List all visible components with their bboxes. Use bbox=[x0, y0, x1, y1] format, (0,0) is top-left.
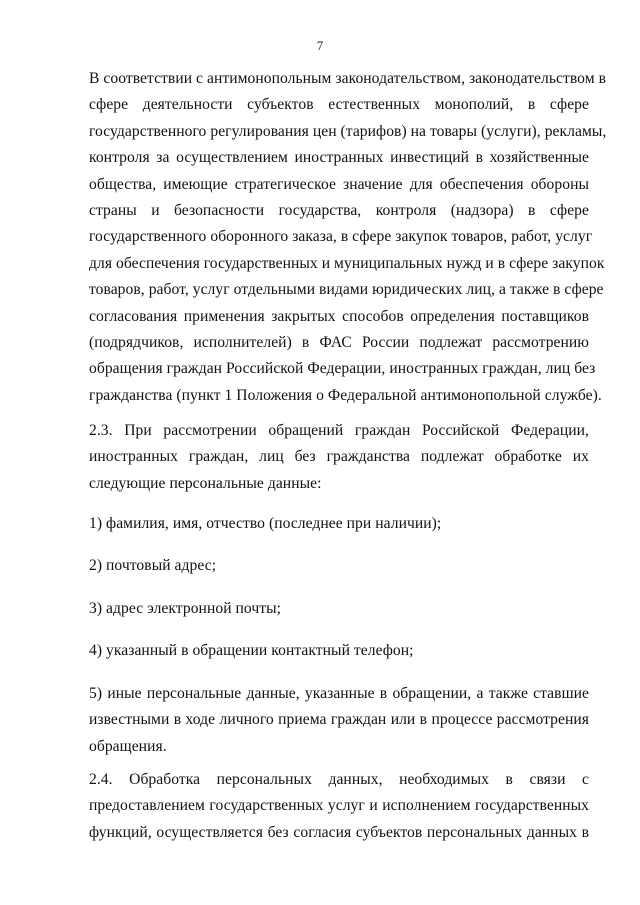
text-line: (подрядчиков, исполнителей) в ФАС России подлежат рассмотрению bbox=[89, 334, 589, 352]
text-line: общества, имеющие стратегическое значение для обеспечения обороны bbox=[89, 175, 589, 193]
text-line: функций, осуществляется без согласия субъектов персональных данных в bbox=[89, 823, 589, 841]
text-line: товаров, работ, услуг отдельными видами юридических лиц, а также в сфере bbox=[89, 281, 604, 299]
text-line: следующие персональные данные: bbox=[89, 474, 322, 492]
text-line: обращения. bbox=[89, 737, 167, 755]
text-line: государственного регулирования цен (тарифов) на товары (услуги), рекламы, bbox=[89, 122, 607, 140]
list-item: 1) фамилия, имя, отчество (последнее при наличии); bbox=[89, 515, 442, 532]
text-line: страны и безопасности государства, контроля (надзора) в сфере bbox=[89, 202, 589, 220]
list-item-5 bbox=[89, 681, 589, 760]
text-line: обращения граждан Российской Федерации, иностранных граждан, лиц без bbox=[89, 360, 596, 378]
paragraph-2-3 bbox=[89, 418, 589, 497]
text-line: сфере деятельности субъектов естественных монополий, в сфере bbox=[89, 96, 589, 114]
paragraph-2-4 bbox=[89, 767, 589, 846]
text-line: предоставлением государственных услуг и исполнением государственных bbox=[89, 797, 589, 815]
text-line: известными в ходе личного приема граждан или в процессе рассмотрения bbox=[89, 711, 589, 729]
list-item: 2) почтовый адрес; bbox=[89, 557, 217, 574]
paragraph-antimonopoly-scope bbox=[89, 66, 607, 409]
text-line: контроля за осуществлением иностранных инвестиций в хозяйственные bbox=[89, 149, 589, 167]
list-item: 4) указанный в обращении контактный телефон; bbox=[89, 642, 414, 659]
text-line: согласования применения закрытых способов определения поставщиков bbox=[89, 307, 589, 325]
text-line: 2.4. Обработка персональных данных, необходимых в связи с bbox=[89, 771, 589, 788]
text-line: государственного оборонного заказа, в сфере закупок товаров, работ, услуг bbox=[89, 228, 593, 246]
text-line: 5) иные персональные данные, указанные в обращении, а также ставшие bbox=[89, 685, 589, 702]
text-line: для обеспечения государственных и муниципальных нужд и в сфере закупок bbox=[89, 254, 605, 272]
text-line: иностранных граждан, лиц без гражданства подлежат обработке их bbox=[89, 448, 589, 466]
list-item: 3) адрес электронной почты; bbox=[89, 600, 282, 617]
page-number: 7 bbox=[316, 38, 324, 53]
text-line: В соответствии с антимонопольным законодательством, законодательством в bbox=[89, 70, 606, 87]
text-line: гражданства (пункт 1 Положения о Федеральной антимонопольной службе). bbox=[89, 386, 602, 404]
text-line: 2.3. При рассмотрении обращений граждан Российской Федерации, bbox=[89, 422, 589, 439]
